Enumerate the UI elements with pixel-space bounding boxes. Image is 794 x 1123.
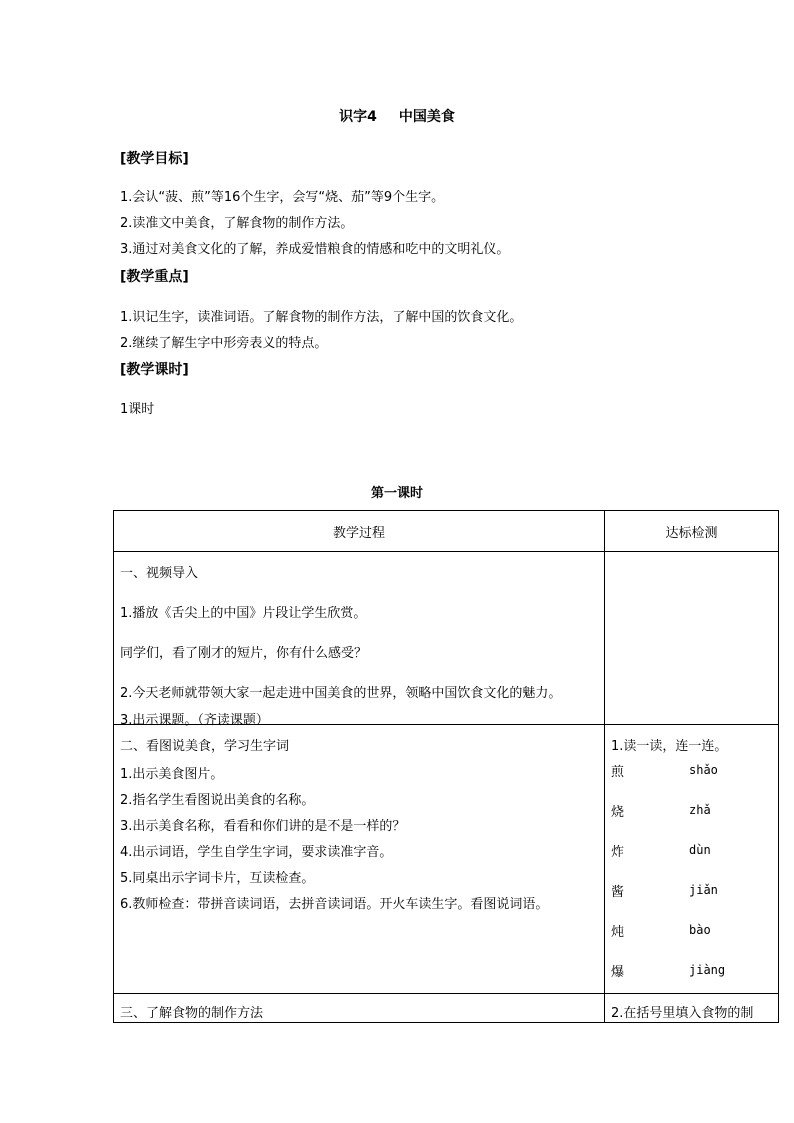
- periods-heading: [教学课时]: [120, 362, 189, 378]
- section2-check-cell: [605, 725, 779, 994]
- table-row: [114, 725, 779, 994]
- objectives-heading: [教学目标]: [120, 151, 189, 167]
- exercise1-char: 煎: [611, 765, 625, 780]
- table-header-row: [114, 511, 779, 552]
- exercise1-title: 1.读一读，连一连。: [611, 739, 728, 754]
- session-title: 第一课时: [370, 486, 423, 501]
- section2-title: 二、看图说美食，学习生字词: [120, 739, 290, 754]
- section1-cell: [114, 552, 605, 728]
- section2-line: 6.教师检查：带拼音读词语，去拼音读词语。开火车读生字。看图说词语。: [120, 897, 549, 912]
- objective-item: 3.通过对美食文化的了解，养成爱惜粮食的情感和吃中的文明礼仪。: [120, 242, 510, 257]
- exercise1-char: 酱: [611, 885, 625, 900]
- section1-line: 2.今天老师就带领大家一起走进中国美食的世界，领略中国饮食文化的魅力。: [120, 686, 562, 701]
- section2-line: 4.出示词语，学生自学生字词，要求读准字音。: [120, 845, 393, 860]
- table-row: [114, 552, 779, 725]
- exercise1-char: 爆: [611, 965, 625, 980]
- page-title: [0, 106, 794, 126]
- section2-cell: [114, 725, 605, 994]
- exercise1-char: 炸: [611, 845, 625, 860]
- objective-item: 1.会认“菠、煎”等16个生字，会写“烧、茄”等9个生字。: [120, 190, 445, 205]
- key-point-item: 2.继续了解生字中形旁表义的特点。: [120, 336, 328, 351]
- exercise2-title: 2.在括号里填入食物的制: [611, 1006, 754, 1021]
- exercise1-pinyin: dùn: [689, 843, 711, 857]
- lesson-table: [113, 510, 779, 1023]
- periods-value: 1课时: [120, 402, 155, 417]
- key-points-heading: [教学重点]: [120, 269, 189, 285]
- section3-cell: [114, 994, 605, 1023]
- section1-check-cell: [605, 552, 779, 725]
- table-row: [114, 994, 779, 1023]
- title-lesson-name: 中国美食: [398, 109, 455, 125]
- section2-line: 2.指名学生看图说出美食的名称。: [120, 793, 315, 808]
- header-process: 教学过程: [114, 511, 605, 552]
- header-check: 达标检测: [605, 511, 779, 552]
- section1-line: 同学们，看了刚才的短片，你有什么感受？: [120, 646, 368, 661]
- section1-title: 一、视频导入: [120, 566, 199, 581]
- section2-line: 1.出示美食图片。: [120, 767, 224, 782]
- exercise1-pinyin: bào: [689, 923, 711, 937]
- exercise1-pinyin: zhǎ: [689, 803, 711, 817]
- exercise1-pinyin: shǎo: [689, 763, 718, 777]
- exercise1-pinyin: jiàng: [689, 963, 726, 977]
- objective-item: 2.读准文中美食，了解食物的制作方法。: [120, 216, 354, 231]
- section1-line: 3.出示课题。（齐读课题）: [120, 713, 269, 728]
- section3-title: 三、了解食物的制作方法: [120, 1006, 264, 1021]
- section1-line: 1.播放《舌尖上的中国》片段让学生欣赏。: [120, 606, 367, 621]
- exercise1-char: 炖: [611, 925, 625, 940]
- exercise1-pinyin: jiǎn: [689, 883, 718, 897]
- section2-line: 3.出示美食名称，看看和你们讲的是不是一样的？: [120, 819, 406, 834]
- section3-check-cell: [605, 994, 779, 1023]
- key-point-item: 1.识记生字，读准词语。了解食物的制作方法，了解中国的饮食文化。: [120, 310, 523, 325]
- title-lesson-number: 识字4: [339, 109, 377, 125]
- exercise1-char: 烧: [611, 805, 625, 820]
- section2-line: 5.同桌出示字词卡片，互读检查。: [120, 871, 315, 886]
